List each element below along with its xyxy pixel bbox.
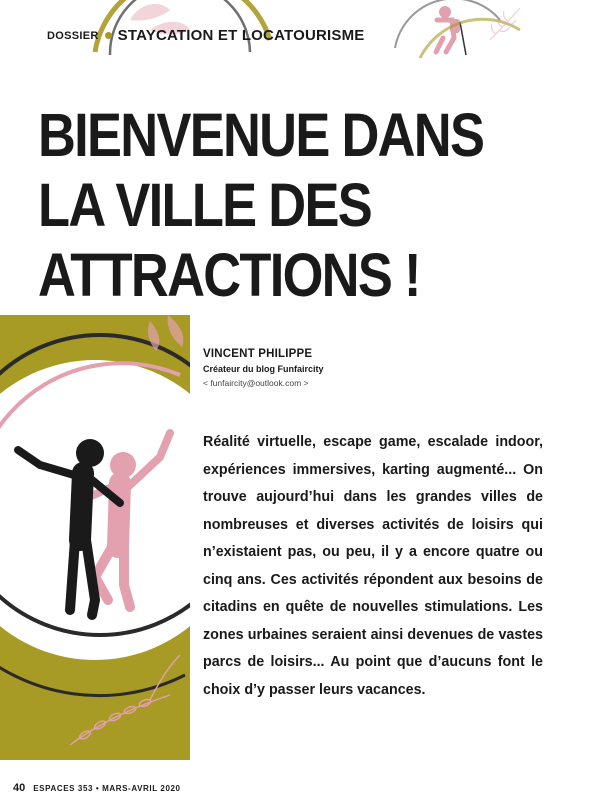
leaf-ornament-right (490, 8, 520, 40)
author-role: Créateur du blog Funfaircity (203, 364, 324, 374)
section-topic: STAYCATION ET LOCATOURISME (117, 27, 365, 44)
hiker-icon (436, 6, 466, 55)
author-name: VINCENT PHILIPPE (203, 348, 313, 360)
lead-paragraph: Réalité virtuelle, escape game, escalade indoor, expériences immersives, karting augmenté... On trouve aujourd’hui dans les grandes villes de nombreuses et diverses activités de loisirs qui n’existaient pas, ou peu, il y a encore quatre ou cinq ans. Ces activités répondent aux besoins de citadins en quête de nouvelles stimulations. Les zones urbaines seraient ainsi devenues de vastes parcs de loisirs... Au point que d’aucuns font le choix d’y passer leurs vacances. (203, 434, 543, 698)
article-title (38, 100, 485, 310)
author-block (203, 348, 403, 388)
section-label (47, 27, 365, 44)
dancing-people-illustration (0, 315, 190, 760)
section-kicker: DOSSIER (47, 29, 99, 42)
section-dot-icon (105, 32, 112, 39)
title-line-3: ATTRACTIONS ! (38, 241, 420, 309)
author-email: < funfaircity@outlook.com > (203, 378, 309, 388)
page-footer (13, 782, 181, 794)
title-line-1: BIENVENUE DANS (38, 101, 484, 169)
issue-info: ESPACES 353 • MARS-AVRIL 2020 (33, 784, 181, 793)
page-number: 40 (13, 782, 26, 794)
title-line-2: LA VILLE DES (38, 171, 372, 239)
